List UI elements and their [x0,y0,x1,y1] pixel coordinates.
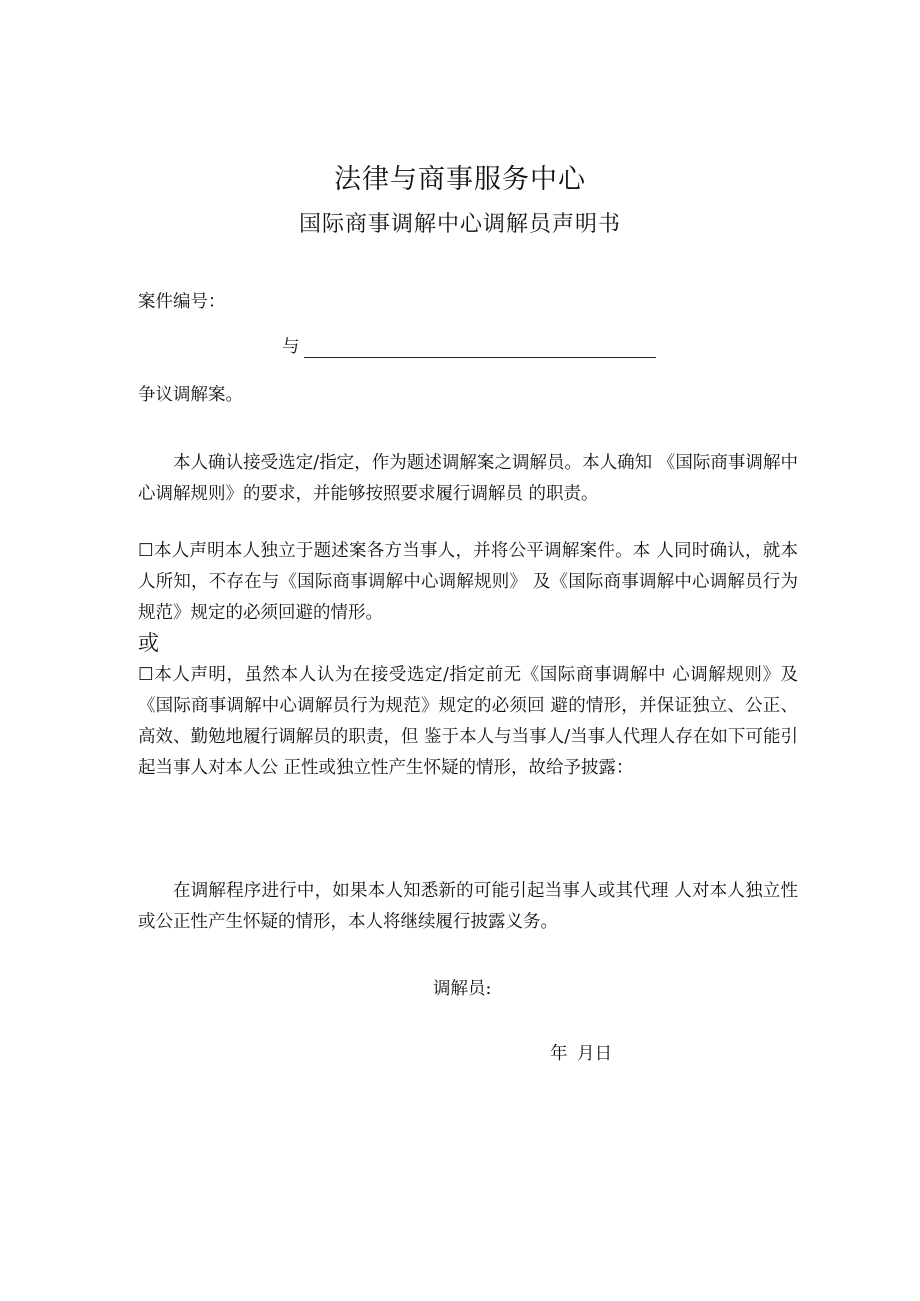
independence-option-text: 本人声明本人独立于题述案各方当事人，并将公平调解案件。本 人同时确认，就本人所知，不存在与《国际商事调解中心调解规则》 及《国际商事调解中心调解员行为规范》规定的必须回避的情形。 [138,541,798,623]
signature-date-label: 年 月日 [550,1044,613,1064]
party-blank-field [304,339,656,358]
document-title: 法律与商事服务中心 [334,164,586,195]
independence-checkbox-icon: ☐ [138,541,154,561]
parties-line [282,333,656,358]
case-number-label: 案件编号： [138,292,226,312]
mediator-signature-label: 调解员: [433,979,492,999]
disclosure-checkbox-icon: ☐ [138,665,154,685]
dispute-suffix: 争议调解案。 [138,385,243,405]
with-label: 与 [282,337,300,357]
disclosure-option [138,660,798,784]
or-separator: 或 [138,631,159,655]
continuing-duty-paragraph: 在调解程序进行中，如果本人知悉新的可能引起当事人或其代理 人对本人独立性或公正性产生怀疑的情形，本人将继续履行披露义务。 [138,881,798,932]
disclosure-option-text: 本人声明，虽然本人认为在接受选定/指定前无《国际商事调解中 心调解规则》及《国际商事调解中心调解员行为规范》规定的必须回 避的情形，并保证独立、公正、高效、勤勉地履行调解员的职责，但 鉴于本人与当事人/当事人代理人存在如下可能引起当事人对本人公 正性或独立性产生怀疑的情形，故给予披露： [138,665,798,778]
document-subtitle: 国际商事调解中心调解员声明书 [298,212,621,237]
acceptance-paragraph: 本人确认接受选定/指定，作为题述调解案之调解员。本人确知 《国际商事调解中心调解规则》的要求，并能够按照要求履行调解员 的职责。 [138,453,798,504]
independence-option [138,536,798,629]
